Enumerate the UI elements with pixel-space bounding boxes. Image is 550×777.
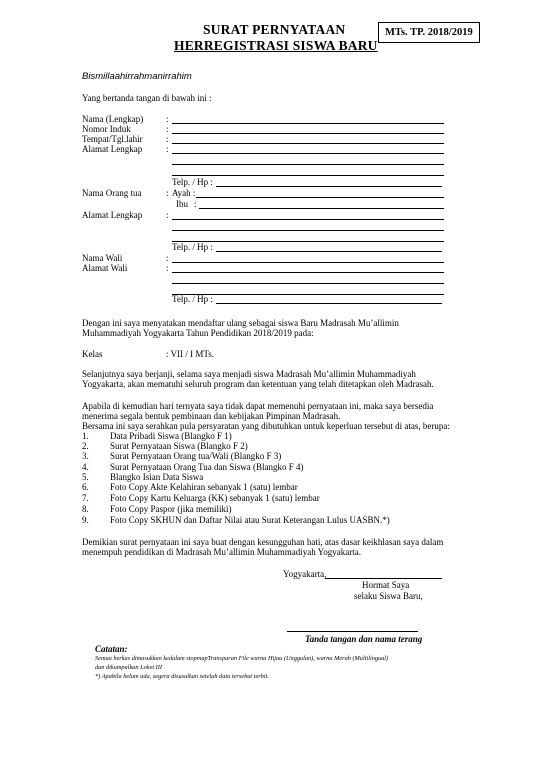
- intro-text: Yang bertanda tangan di bawah ini :: [82, 93, 212, 103]
- fill-line-nomor[interactable]: [172, 133, 444, 134]
- fill-line-ttl[interactable]: [172, 143, 444, 144]
- notes-line: dan dikumpulkan Loket III: [95, 664, 162, 671]
- fill-line-nama[interactable]: [172, 123, 444, 124]
- list-item-number: 3.: [82, 451, 89, 461]
- list-item: Surat Pernyataan Orang Tua dan Siswa (Blangko F 4): [110, 462, 304, 472]
- colon: :: [166, 124, 169, 134]
- list-item: Foto Copy Akte Kelahiran sebanyak 1 (satu) lembar: [110, 482, 298, 492]
- list-item: Foto Copy SKHUN dan Daftar Nilai atau Surat Keterangan Lulus UASBN.*): [110, 515, 390, 525]
- label-alamat: Alamat Lengkap: [82, 144, 143, 154]
- statement-line: Muhammadiyah Yogyakarta Tahun Pendidikan 2018/2019 pada:: [82, 328, 314, 338]
- kelas-label: Kelas: [82, 349, 103, 359]
- fill-line-telp-wali[interactable]: [216, 303, 442, 304]
- label-wali: Nama Wali: [82, 253, 123, 263]
- list-item: Data Pribadi Siswa (Blangko F 1): [110, 431, 232, 441]
- statement-line: Dengan ini saya menyatakan mendaftar ulang sebagai siswa Baru Madrasah Mu’allimin: [82, 318, 399, 328]
- notes-heading: Catatan:: [95, 644, 128, 654]
- form-code-box: MTs. TP. 2018/2019: [378, 22, 480, 43]
- list-item: Blangko Isian Data Siswa: [110, 472, 204, 482]
- document-title: SURAT PERNYATAAN: [203, 22, 346, 37]
- fill-line-alamat[interactable]: [172, 164, 444, 165]
- label-nomor-induk: Nomor Induk: [82, 124, 131, 134]
- list-item-number: 5.: [82, 472, 89, 482]
- label-nama: Nama (Lengkap): [82, 114, 144, 124]
- fill-line-telp-ortu[interactable]: [216, 251, 442, 252]
- list-item: Surat Pernyataan Orang tua/Wali (Blangko F 3): [110, 451, 282, 461]
- list-item-number: 2.: [82, 441, 89, 451]
- fill-line-alamat-wali[interactable]: [172, 272, 444, 273]
- list-item: Foto Copy Kartu Keluarga (KK) sebanyak 1 (satu) lembar: [110, 493, 320, 503]
- opening-phrase: Bismillaahirrahmanirrahim: [82, 71, 192, 82]
- notes-line: *) Apabila belum ada, segera disusulkan setelah data tersebut terbit.: [95, 673, 269, 680]
- signature-place: Yogyakarta,: [283, 569, 327, 579]
- signature-caption: Tanda tangan dan nama terang: [305, 634, 423, 644]
- document-subtitle: HERREGISTRASI SISWA BARU: [174, 38, 378, 53]
- signature-role: selaku Siswa Baru,: [354, 591, 423, 601]
- fill-line-ibu[interactable]: [199, 208, 444, 209]
- consent-line: menerima segala bentuk pembinaan dan kebijakan Pimpinan Madrasah.: [82, 411, 341, 421]
- colon: :: [166, 114, 169, 124]
- list-item-number: 4.: [82, 462, 89, 472]
- list-item-number: 8.: [82, 504, 89, 514]
- list-item-number: 7.: [82, 493, 89, 503]
- promise-line: Yogyakarta, akan mematuhi seluruh program dan ketentuan yang telah ditetapkan oleh Madrasah.: [82, 379, 434, 389]
- consent-line: Apabila di kemudian hari ternyata saya tidak dapat memenuhi pernyataan ini, maka saya bersedia: [82, 401, 434, 411]
- label-ibu: Ibu: [176, 199, 188, 209]
- label-telp: Telp. / Hp :: [172, 177, 213, 187]
- list-item-number: 9.: [82, 515, 89, 525]
- list-item: Foto Copy Paspor (jika memiliki): [110, 504, 232, 514]
- label-orang-tua: Nama Orang tua: [82, 188, 142, 198]
- fill-line-alamat[interactable]: [172, 153, 444, 154]
- notes-line: Semua berkas dimasukkan kedalam stopmapTransparan File warna Hijau (Unggulan), warna Merah (Multilingual): [95, 655, 389, 662]
- signature-regards: Hormat Saya: [362, 580, 410, 590]
- colon: :: [166, 134, 169, 144]
- colon: :: [166, 210, 169, 220]
- label-telp-ortu: Telp. / Hp :: [172, 242, 213, 252]
- fill-line-alamat-ortu[interactable]: [172, 219, 444, 220]
- list-item-number: 1.: [82, 431, 89, 441]
- colon: :: [194, 199, 197, 209]
- label-alamat-wali: Alamat Wali: [82, 263, 128, 273]
- colon: :: [166, 144, 169, 154]
- label-ayah: Ayah :: [172, 188, 196, 198]
- label-telp-wali: Telp. / Hp :: [172, 294, 213, 304]
- promise-line: Selanjutnya saya berjanji, selama saya menjadi siswa Madrasah Mu’allimin Muhammadiyah: [82, 369, 416, 379]
- signature-line[interactable]: [287, 631, 418, 632]
- fill-line-ayah[interactable]: [196, 197, 444, 198]
- consent-line: Bersama ini saya serahkan pula persyaratan yang dibutuhkan untuk keperluan tersebut di atas, berupa:: [82, 421, 450, 431]
- fill-line-wali[interactable]: [172, 262, 444, 263]
- colon: :: [166, 253, 169, 263]
- colon: :: [166, 263, 169, 273]
- fill-line-alamat-ortu[interactable]: [172, 230, 444, 231]
- label-ttl: Tempat/Tgl.lahir: [82, 134, 143, 144]
- closing-line: Demikian surat pernyataan ini saya buat dengan kesungguhan hati, atas dasar keikhlasan saya dalam: [82, 537, 444, 547]
- list-item: Surat Pernyataan Siswa (Blangko F 2): [110, 441, 248, 451]
- fill-line-alamat[interactable]: [172, 175, 444, 176]
- fill-line-telp[interactable]: [216, 186, 442, 187]
- fill-line-alamat-wali[interactable]: [172, 283, 444, 284]
- colon: :: [166, 188, 169, 198]
- label-alamat-ortu: Alamat Lengkap: [82, 210, 143, 220]
- fill-line-date[interactable]: [325, 578, 442, 579]
- closing-line: menempuh pendidikan di Madrasah Mu’allimin Muhammadiyah Yogyakarta.: [82, 547, 361, 557]
- kelas-value: : VII / I MTs.: [166, 349, 214, 359]
- list-item-number: 6.: [82, 482, 89, 492]
